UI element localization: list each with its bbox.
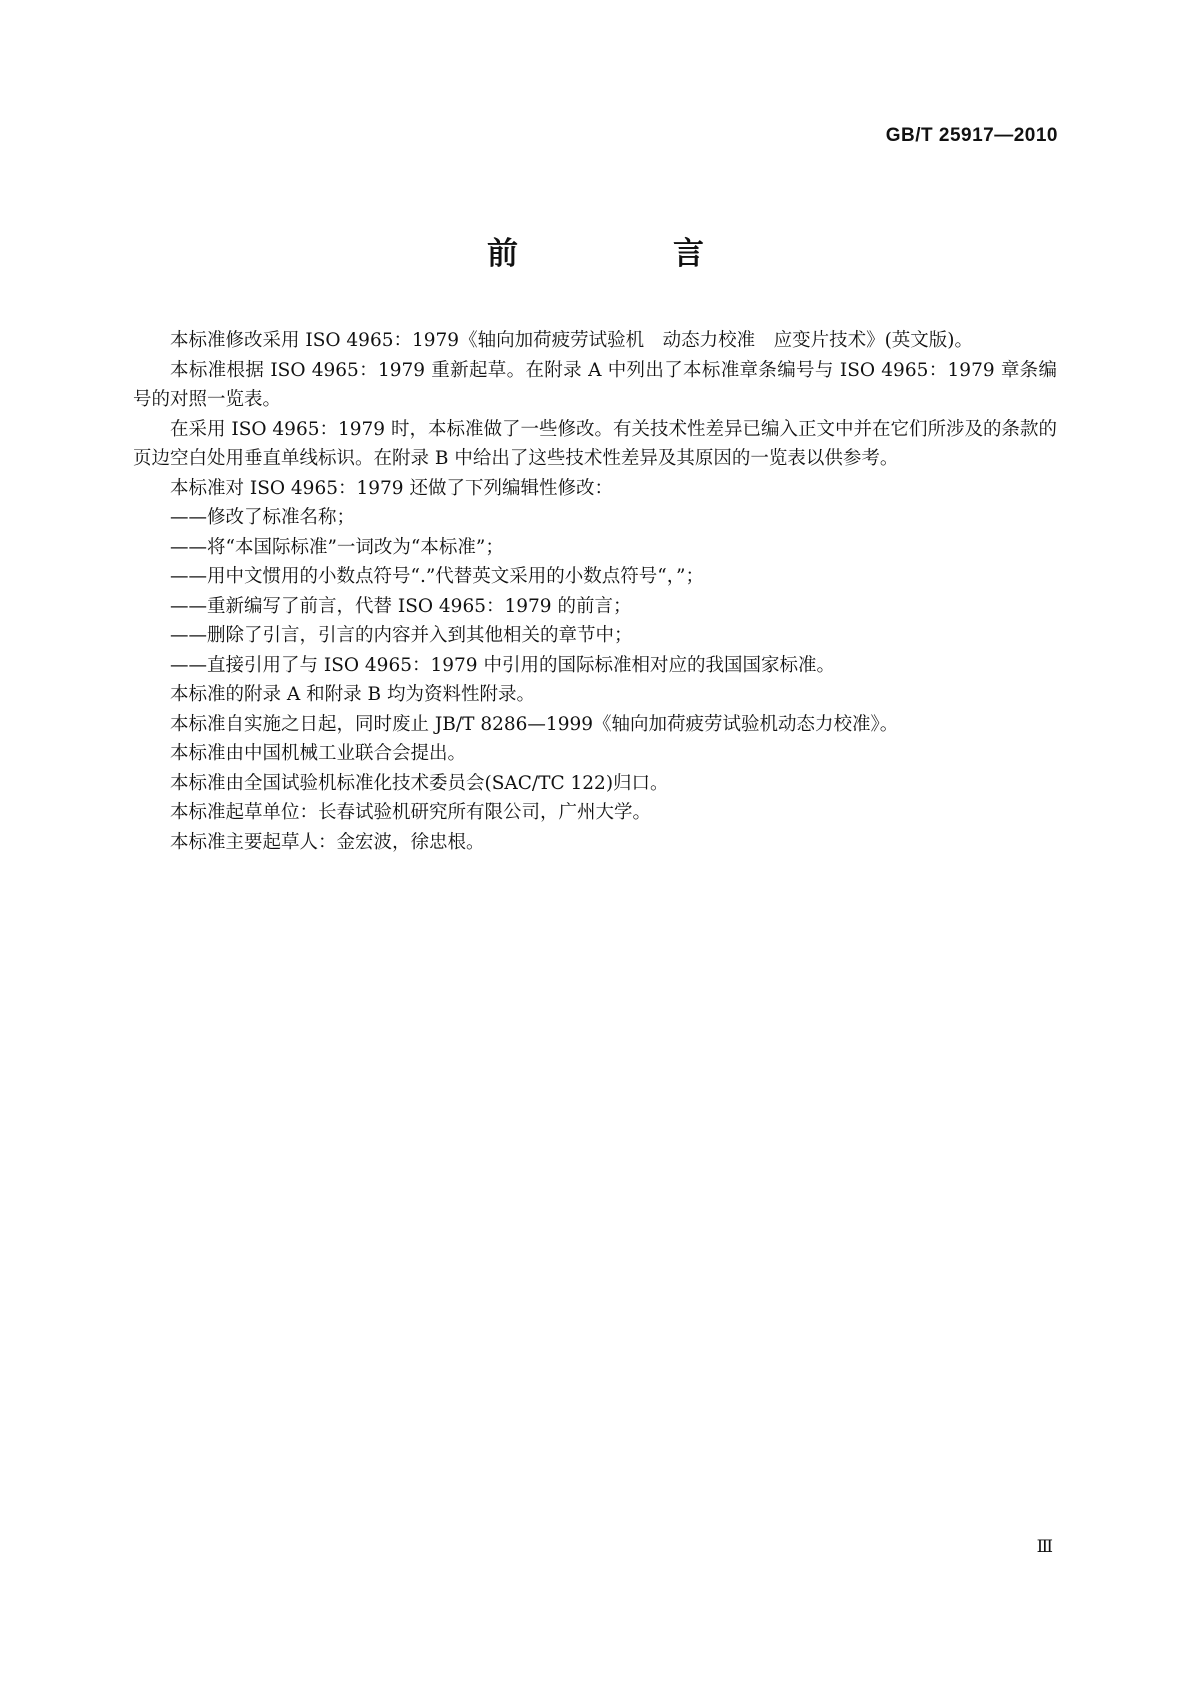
paragraph-drafters: 本标准主要起草人：金宏波，徐忠根。 [170, 831, 485, 853]
list-item: ——直接引用了与 ISO 4965：1979 中引用的国际标准相对应的我国国家标准。 [170, 654, 835, 676]
paragraph-redraft: 本标准根据 ISO 4965：1979 重新起草。在附录 A 中列出了本标准章条编号与 ISO 4965：1979 章条编号的对照一览表。 [133, 359, 1057, 410]
paragraph-annexes: 本标准的附录 A 和附录 B 均为资料性附录。 [170, 684, 535, 705]
paragraph-technical-differences: 在采用 ISO 4965：1979 时，本标准做了一些修改。有关技术性差异已编入正文中并在它们所涉及的条款的页边空白处用垂直单线标识。在附录 B 中给出了这些技术性差异及其原因的一览表以供参考。 [133, 418, 1057, 469]
list-item: ——删除了引言，引言的内容并入到其他相关的章节中； [170, 625, 633, 646]
foreword-body [133, 326, 1057, 857]
paragraph-supersedes: 本标准自实施之日起，同时废止 JB/T 8286—1999《轴向加荷疲劳试验机动态力校准》。 [170, 713, 899, 735]
page-number: Ⅲ [1036, 1537, 1053, 1557]
list-item: ——用中文惯用的小数点符号“.”代替英文采用的小数点符号“，”； [170, 566, 704, 587]
standard-code: GB/T 25917—2010 [885, 125, 1058, 146]
list-item: ——修改了标准名称； [170, 507, 356, 528]
paragraph-editorial-intro: 本标准对 ISO 4965：1979 还做了下列编辑性修改： [170, 477, 613, 499]
paragraph-adoption: 本标准修改采用 ISO 4965：1979《轴向加荷疲劳试验机 动态力校准 应变片技术》(英文版)。 [170, 330, 974, 351]
paragraph-drafting-units: 本标准起草单位：长春试验机研究所有限公司，广州大学。 [170, 802, 652, 823]
paragraph-committee: 本标准由全国试验机标准化技术委员会(SAC/TC 122)归口。 [170, 772, 669, 794]
list-item: ——重新编写了前言，代替 ISO 4965：1979 的前言； [170, 595, 632, 617]
list-item: ——将“本国际标准”一词改为“本标准”； [170, 536, 504, 558]
paragraph-proposer: 本标准由中国机械工业联合会提出。 [170, 743, 467, 764]
page-title: 前 言 [487, 236, 766, 272]
